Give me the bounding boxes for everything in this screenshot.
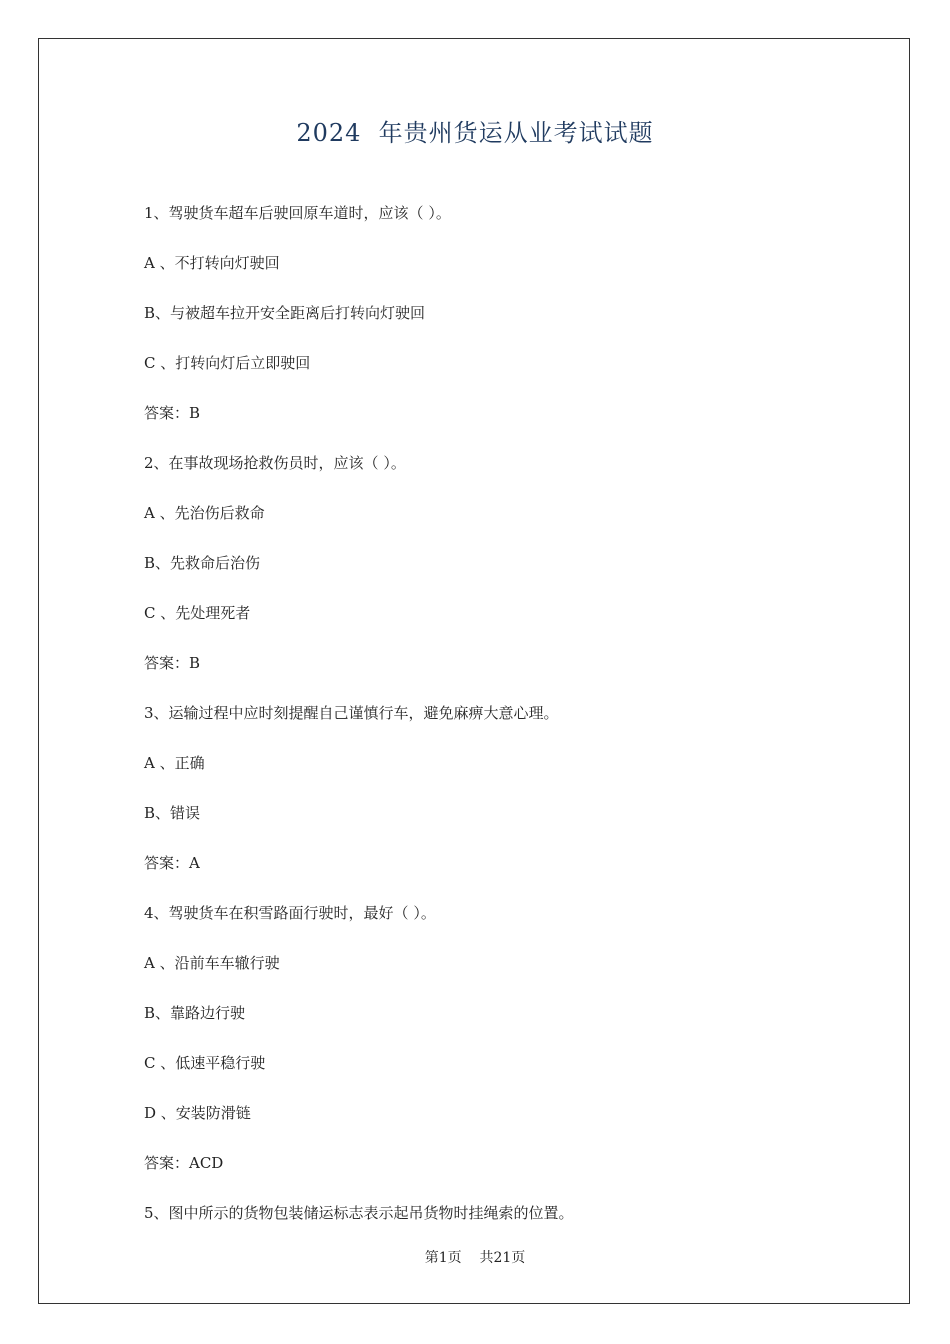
- document-title: 2024 年贵州货运从业考试试题: [296, 119, 654, 147]
- question-2-answer: 答案：B: [144, 654, 201, 672]
- question-1-answer: 答案：B: [144, 404, 201, 422]
- question-1-option-b: B、与被超车拉开安全距离后打转向灯驶回: [144, 304, 426, 322]
- question-4-option-b: B、靠路边行驶: [144, 1004, 246, 1022]
- question-1-option-c: C 、打转向灯后立即驶回: [144, 354, 311, 372]
- question-3-answer: 答案：A: [144, 854, 200, 872]
- question-4-answer: 答案：ACD: [144, 1154, 224, 1172]
- question-4-option-a: A 、沿前车车辙行驶: [144, 954, 280, 972]
- question-3-option-a: A 、正确: [144, 754, 205, 772]
- question-2-option-c: C 、先处理死者: [144, 604, 251, 622]
- question-2: 2、在事故现场抢救伤员时，应该（ ）。: [144, 454, 406, 472]
- page-footer: 第1页 共21页: [424, 1250, 526, 1266]
- question-3-option-b: B、错误: [144, 804, 201, 822]
- question-list: [144, 200, 844, 1250]
- question-3: 3、运输过程中应时刻提醒自己谨慎行车，避免麻痹大意心理。: [144, 704, 559, 722]
- question-1: 1、驾驶货车超车后驶回原车道时，应该（ ）。: [144, 204, 451, 222]
- question-2-option-a: A 、先治伤后救命: [144, 504, 265, 522]
- question-4: 4、驾驶货车在积雪路面行驶时，最好（ ）。: [144, 904, 436, 922]
- question-1-option-a: A 、不打转向灯驶回: [144, 254, 280, 272]
- question-4-option-c: C 、低速平稳行驶: [144, 1054, 266, 1072]
- question-2-option-b: B、先救命后治伤: [144, 554, 261, 572]
- question-5: 5、图中所示的货物包装储运标志表示起吊货物时挂绳索的位置。: [144, 1204, 574, 1222]
- question-4-option-d: D 、安装防滑链: [144, 1104, 251, 1122]
